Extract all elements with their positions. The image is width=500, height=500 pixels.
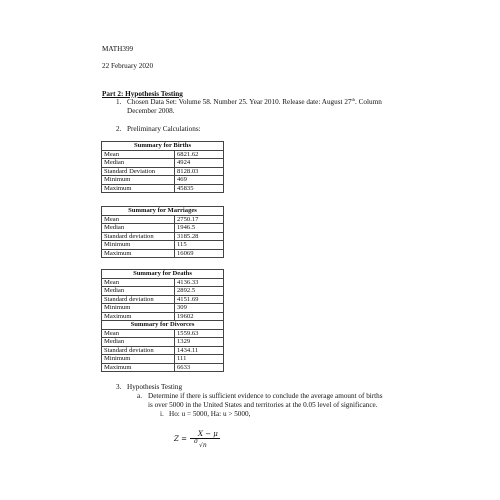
deaths-value: 309 [175,304,224,312]
deaths-value: 19602 [175,312,224,320]
item-1-text [127,98,382,107]
births-value: 6821.62 [175,151,224,159]
births-value: 4924 [175,159,224,167]
table-row [102,151,224,159]
deaths-value: 4151.69 [175,295,224,303]
births-table-title: Summary for Births [133,142,192,150]
table-row [102,184,224,192]
divorces-value: 1434.11 [175,346,224,354]
item-1-line-2: December 2008. [127,107,175,115]
item-2-number: 2. [116,125,122,133]
deaths-value: 2892.5 [175,287,224,295]
divorces-label: Median [102,338,175,346]
marriages-label: Median [102,224,175,232]
deaths-label: Mean [102,279,175,287]
births-label: Median [102,159,175,167]
divorces-table-title: Summary for Divorces [130,321,195,329]
marriages-value: 115 [175,241,224,249]
table-row [102,330,224,338]
sub-a-line-1: Determine if there is sufficient evidence to conclude the average amount of births [148,392,383,400]
deaths-value: 4136.33 [175,279,224,287]
table-row [102,346,224,354]
deaths-label: Standard deviation [102,295,175,303]
marriages-value: 2750.17 [175,216,224,224]
table-row [102,232,224,240]
table-row [102,355,224,363]
table-row [102,159,224,167]
marriages-value: 16069 [175,249,224,257]
item-1-text-a: Chosen Data Set: Volume 58. Number 25. Year 2010. Release date: August 27 [127,98,352,106]
table-row [102,304,224,312]
marriages-label: Minimum [102,241,175,249]
deaths-label: Median [102,287,175,295]
divorces-label: Standard deviation [102,346,175,354]
sub-i-label: i. [160,410,164,418]
marriages-table-title: Summary for Marriages [128,207,197,215]
table-row [102,295,224,303]
item-2-text: Preliminary Calculations: [127,125,201,133]
divorces-value: 1329 [175,338,224,346]
deaths-label: Maximum [102,312,175,320]
births-value: 45835 [175,184,224,192]
formula-lhs: Z = [174,435,187,443]
formula-sqrt-n: √n [199,442,207,449]
divorces-value: 111 [175,355,224,363]
item-1-text-b: . Column [355,98,382,106]
divorces-label: Minimum [102,355,175,363]
formula-numerator: X − μ [198,430,218,438]
divorces-value: 1559.63 [175,330,224,338]
table-row [102,216,224,224]
hypothesis-statement: Ho: u = 5000, Ha: u > 5000, [169,410,251,418]
marriages-value: 1946.5 [175,224,224,232]
table-row [102,279,224,287]
deaths-table-title: Summary for Deaths [133,270,192,278]
divorces-label: Mean [102,330,175,338]
table-row [102,338,224,346]
births-summary-table [101,141,224,193]
item-3-text: Hypothesis Testing [127,383,183,391]
marriages-value: 3185.28 [175,232,224,240]
table-row [102,176,224,184]
sub-a-label: a. [137,392,142,400]
births-label: Maximum [102,184,175,192]
births-label: Mean [102,151,175,159]
table-row [102,287,224,295]
divorces-value: 6633 [175,363,224,371]
births-label: Standard Deviation [102,167,175,175]
marriages-label: Maximum [102,249,175,257]
course-code: MATH399 [102,45,134,53]
item-3-number: 3. [116,383,122,391]
table-row [102,224,224,232]
deaths-divorces-summary-table [101,269,224,372]
table-row [102,249,224,257]
births-value: 469 [175,176,224,184]
table-row [102,241,224,249]
deaths-label: Minimum [102,304,175,312]
part-title: Part 2: Hypothesis Testing [102,90,183,98]
item-1-superscript: th [351,97,356,102]
table-row [102,363,224,371]
marriages-summary-table [101,206,224,258]
formula-sigma: σ [194,438,199,445]
table-row [102,167,224,175]
document-date: 22 February 2020 [102,62,154,70]
births-label: Minimum [102,176,175,184]
marriages-label: Standard deviation [102,232,175,240]
births-value: 8128.03 [175,167,224,175]
divorces-label: Maximum [102,363,175,371]
table-row [102,312,224,320]
marriages-label: Mean [102,216,175,224]
item-1-number: 1. [116,98,122,106]
sub-a-line-2: is over 5000 in the United States and territories at the 0.05 level of significance. [148,401,378,409]
